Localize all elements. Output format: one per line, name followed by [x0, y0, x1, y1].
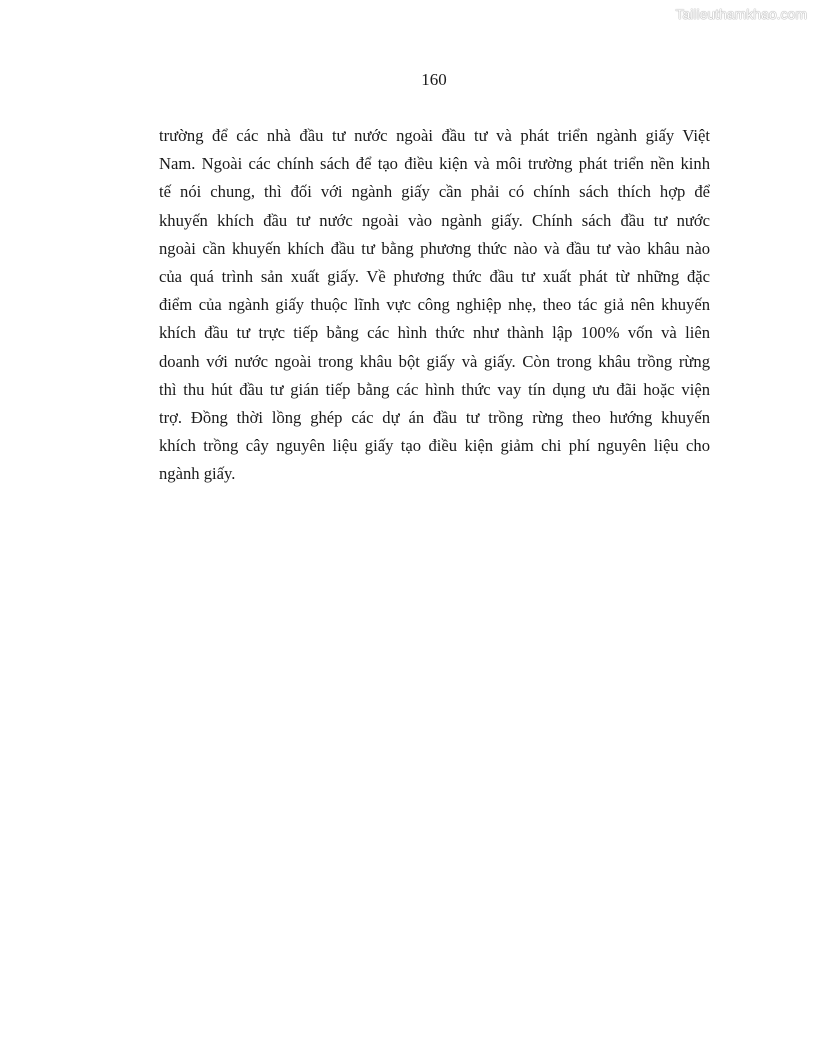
paragraph-line: khích đầu tư trực tiếp bằng các hình thức như thành lập 100% vốn và liên [159, 323, 710, 343]
paragraph-line: ngoài cần khuyến khích đầu tư bằng phương thức nào và đầu tư vào khâu nào [159, 238, 710, 258]
watermark: Tailieuthamkhao.com [675, 6, 807, 22]
page-number: 160 [421, 70, 447, 89]
paragraph-line: khuyến khích đầu tư nước ngoài vào ngành giấy. Chính sách đầu tư nước [159, 210, 710, 230]
paragraph-line: của quá trình sản xuất giấy. Về phương thức đầu tư xuất phát từ những đặc [159, 266, 710, 286]
paragraph-line: trợ. Đồng thời lồng ghép các dự án đầu tư trồng rừng theo hướng khuyến [159, 407, 710, 427]
paragraph-line: ngành giấy. [159, 464, 236, 484]
paragraph-line: thì thu hút đầu tư gián tiếp bằng các hình thức vay tín dụng ưu đãi hoặc viện [159, 379, 710, 399]
paragraph-line: tế nói chung, thì đối với ngành giấy cần phải có chính sách thích hợp để [159, 182, 710, 202]
paragraph-line: điểm của ngành giấy thuộc lĩnh vực công nghiệp nhẹ, theo tác giả nên khuyến [159, 295, 710, 315]
paragraph-line: khích trồng cây nguyên liệu giấy tạo điều kiện giảm chi phí nguyên liệu cho [159, 436, 710, 456]
paragraph-line: doanh với nước ngoài trong khâu bột giấy và giấy. Còn trong khâu trồng rừng [159, 351, 710, 371]
paragraph-line: trường để các nhà đầu tư nước ngoài đầu tư và phát triển ngành giấy Việt [159, 126, 710, 145]
paragraph-line: Nam. Ngoài các chính sách để tạo điều kiện và môi trường phát triển nền kinh [159, 154, 710, 174]
body-paragraph [159, 122, 710, 488]
